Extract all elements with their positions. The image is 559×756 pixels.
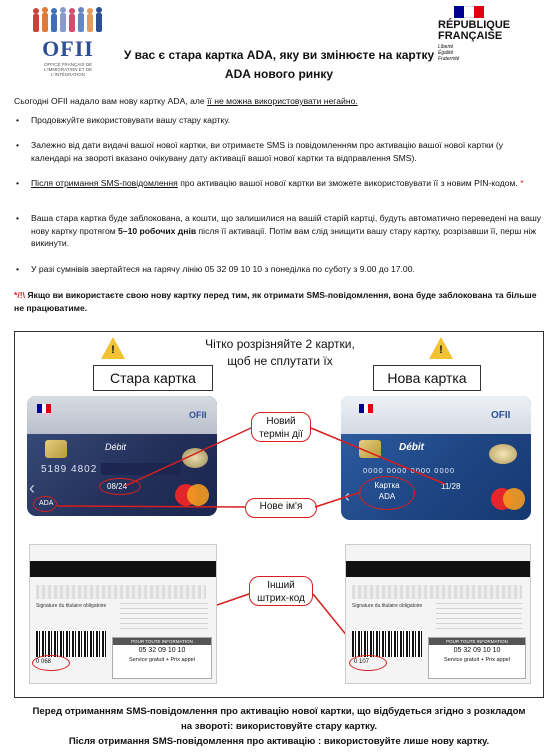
old-card-name: ADA [39,500,54,507]
people-figures-icon [30,6,106,34]
warning-sign-left-icon: ! [101,337,125,359]
old-back-info-box [112,637,212,679]
bottom-line-1: Перед отриманням SMS-повідомлення про активацію нової картки, що відбудеться згідно з розкладом [32,706,526,717]
card-comparison-illustration [14,331,544,698]
bullet-2: • Залежно від дати видачі вашої нової картки, ви отримаєте SMS із повідомленням про активацію вашої нової картки (у календарі на звороті вказано очікувану дату активації вашої нової картки та відправлення SMS). [14,139,544,164]
old-card-hologram-icon [182,448,208,468]
ofii-subtitle: OFFICE FRANÇAIS DE L'IMMIGRATION ET DE L'INTÉGRATION [43,62,92,77]
old-back-barcode [36,631,106,657]
new-card-mastercard-icon [491,488,525,510]
old-card-expiry: 08/24 [107,482,128,491]
bullet-3-star: * [520,178,524,188]
bullet-1: • Продовжуйте використовувати вашу стару картку. [14,114,544,127]
motto-liberte: Liberté [438,44,454,50]
bullet-4 [14,212,544,250]
new-back-code: 0 107 [354,659,370,665]
new-card-back [345,544,531,684]
callout-expiry-line-1: Новий [266,416,296,427]
new-back-info-title: POUR TOUTE INFORMATION [429,638,525,645]
old-card-expiry-highlight [99,478,141,495]
old-back-code-highlight [32,655,70,671]
old-card-flag-icon [37,404,51,413]
callout-barcode-line-2: штрих-код [257,593,305,604]
new-back-signature-note: Signature du titulaire obligatoire [352,603,423,609]
bullet-3-underlined: Після отримання SMS-повідомлення [31,178,178,188]
callout-new-expiry [251,412,311,442]
callout-barcode-line-1: Інший [267,580,295,591]
warning-marker: */!\ [14,290,25,300]
caption-line-2: щоб не сплутати їх [227,354,333,368]
caption-line-1: Чітко розрізняйте 2 картки, [205,337,355,351]
new-card-number: 0000 0000 0000 0000 [363,466,455,475]
republique-francaise-logo [438,6,538,62]
callout-expiry-line-2: термін дії [259,429,303,440]
old-back-info-title: POUR TOUTE INFORMATION [113,638,211,645]
old-card-number: 5189 4802 [41,464,98,475]
intro-paragraph [14,95,544,108]
new-card-front [341,396,531,520]
old-back-phone: 05 32 09 10 10 [138,647,186,654]
old-card-label: Стара картка [93,365,213,391]
old-card-debit: Débit [105,442,127,452]
new-card-chip-icon [359,440,381,458]
new-card-brand: OFII [491,410,511,421]
new-back-service: Service gratuit + Prix appel [444,657,510,663]
warning-text: Якщо ви використаєте свою нову картку перед тим, як отримати SMS-повідомлення, вона буде заблокована та більше не працюватиме. [14,290,537,313]
title-line-1: У вас є стара картка ADA, яку ви змінюєте на картку [123,48,435,62]
new-card-hologram-icon [489,444,517,464]
bullet-4-text-a: Ваша стара картка буде заблокована, а кошти, що залишилися на вашій старій картці, будуть автоматично переведені на вашу нову картку протягом [31,213,542,236]
bottom-line-2: на звороті: використовуйте стару картку. [181,721,377,732]
callout-new-name: Нове ім'я [245,498,317,518]
old-card-chevron-icon: ‹ [29,478,35,498]
old-card-brand: OFII [189,410,207,420]
new-card-debit: Débit [399,442,424,453]
new-card-name-line-1: Картка [374,481,400,490]
old-back-signature-note: Signature du titulaire obligatoire [36,603,107,609]
bullet-5: • У разі сумнівів звертайтеся на гарячу лінію 05 32 09 10 10 з понеділка по суботу з 9.00 до 17.00. [14,263,544,276]
bullet-3 [14,177,544,190]
ofii-wordmark: OFII [42,36,94,61]
new-card-label: Нова картка [373,365,481,391]
motto-egalite: Égalité [438,50,454,56]
callout-other-barcode [249,576,313,606]
bottom-line-3: Після отримання SMS-повідомлення про активацію : використовуйте лише нову картку. [68,736,490,747]
old-card-name-highlight [33,496,57,512]
warning-paragraph [14,289,544,315]
bottom-instructions [14,704,544,749]
new-card-name-line-2: ADA [378,492,396,501]
ofii-logo [28,6,108,77]
new-card-chevron-icon: ‹ [344,486,350,506]
old-card-number-mask [101,463,181,475]
motto-fraternite: Fraternité [438,56,460,62]
intro-underlined: її не можна використовувати негайно. [207,96,358,106]
old-back-code: 0 068 [36,659,52,665]
title-line-2: ADA нового ринку [224,67,334,81]
bullet-4-text-b: після її активації. Потім вам слід знищити вашу стару картку, розрізавши її, перш ніж викинути. [31,225,537,249]
new-card-name [365,480,409,502]
bullet-3-text: про активацію вашої нової картки ви зможете використовувати її з новим PIN-кодом. [177,178,521,188]
warning-sign-right-icon: ! [429,337,453,359]
illustration-caption [185,336,375,370]
old-card-mastercard-icon [175,484,209,506]
bullet-4-bold: 5–10 робочих днів [118,225,197,236]
new-card-expiry: 11/28 [441,482,461,491]
old-card-front [27,396,217,516]
new-back-info-box [428,637,526,679]
new-back-code-highlight [349,655,387,671]
new-back-barcode [352,631,422,657]
francaise-line: FRANÇAISE [438,30,503,42]
new-card-flag-icon [359,404,373,413]
old-back-service: Service gratuit + Prix appel [129,657,195,663]
page-title [118,46,440,84]
republique-line: RÉPUBLIQUE [438,19,511,31]
new-back-phone: 05 32 09 10 10 [453,647,501,654]
old-card-back [29,544,217,684]
french-flag-icon [454,6,484,18]
intro-text: Сьогодні OFII надало вам нову картку ADA, але [14,96,208,106]
old-card-chip-icon [45,440,67,458]
